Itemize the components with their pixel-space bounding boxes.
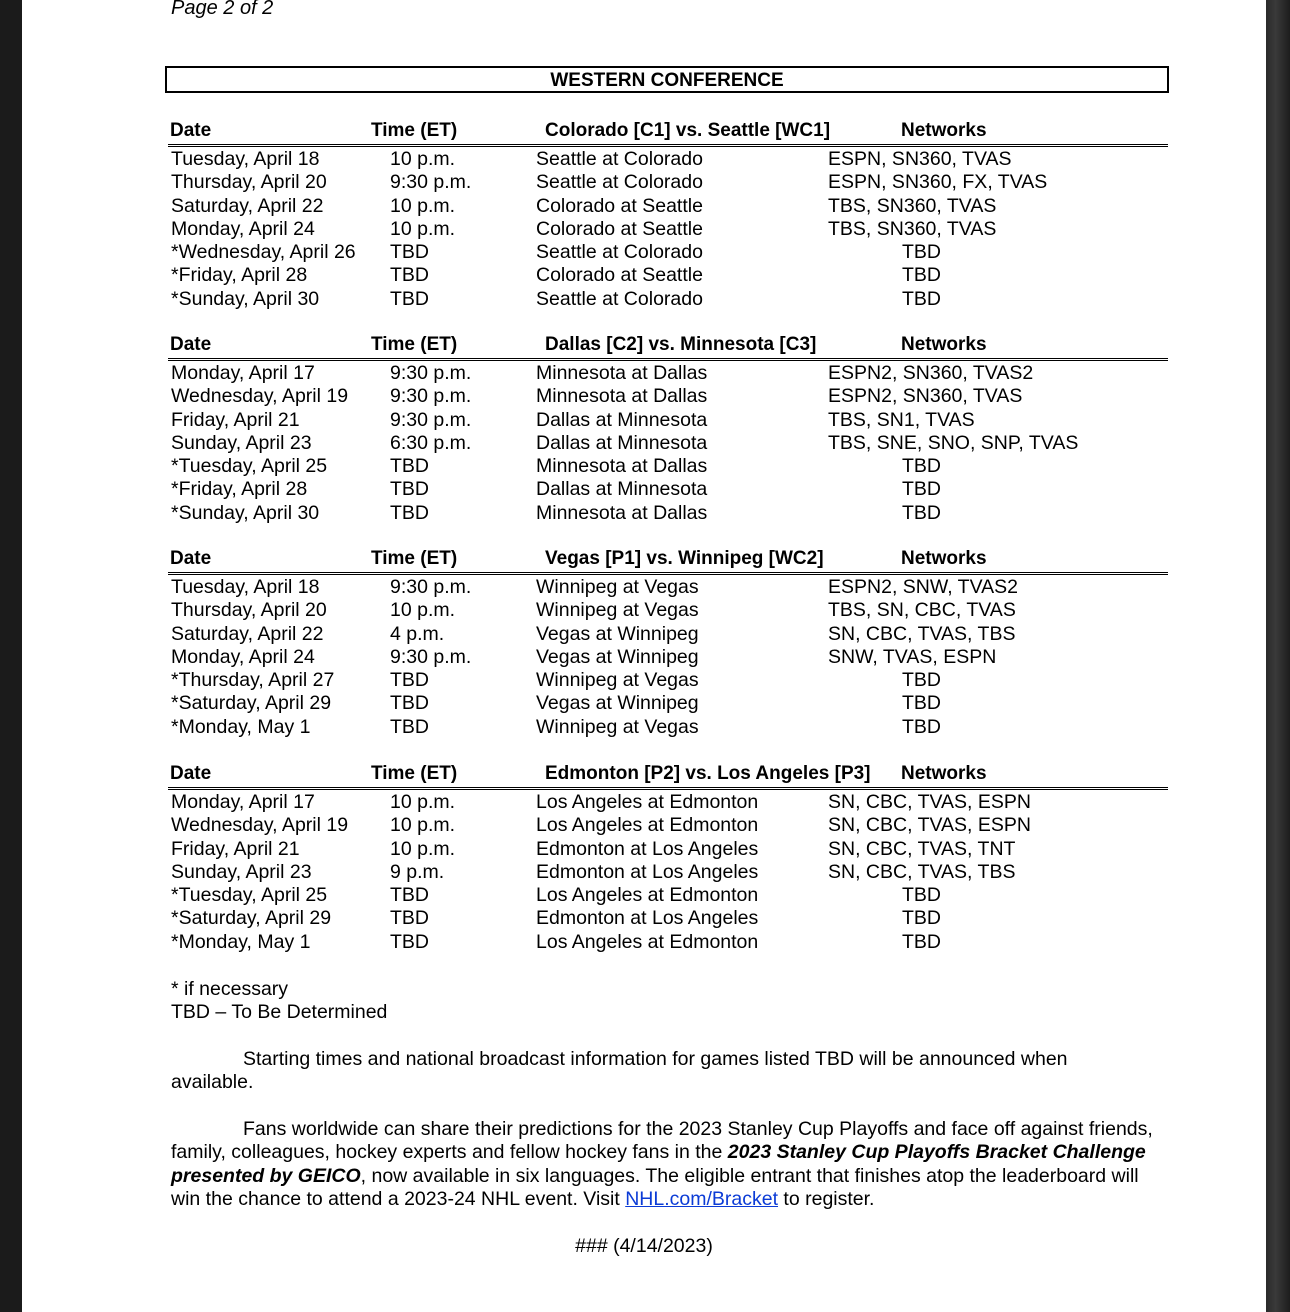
game-time: 9:30 p.m.: [390, 171, 472, 194]
game-date: Monday, April 17: [171, 362, 315, 384]
game-networks: TBD: [902, 287, 941, 310]
document-page: [22, 0, 1266, 1312]
game-networks: TBD: [902, 478, 941, 501]
col-header-date: Date: [170, 120, 212, 141]
series-matchup: Edmonton [P2] vs. Los Angeles [P3]: [545, 763, 871, 784]
game-date: Tuesday, April 18: [171, 148, 320, 170]
game-time: TBD: [390, 501, 429, 524]
game-networks: TBD: [902, 501, 941, 524]
game-networks: TBS, SN1, TVAS: [828, 408, 975, 431]
game-matchup: Winnipeg at Vegas: [536, 669, 699, 692]
game-networks: TBD: [902, 455, 941, 478]
game-networks: TBS, SN, CBC, TVAS: [828, 599, 1016, 622]
game-networks: TBS, SN360, TVAS: [828, 217, 997, 240]
game-date: *Tuesday, April 25: [171, 884, 328, 907]
legend-if-necessary: * if necessary: [171, 978, 289, 1000]
game-time: TBD: [390, 669, 429, 692]
col-header-time: Time (ET): [371, 763, 458, 784]
col-header-time: Time (ET): [371, 548, 458, 569]
game-networks: TBD: [902, 692, 941, 715]
game-row: [168, 623, 1168, 646]
game-row: [168, 432, 1168, 455]
game-row: [168, 148, 1168, 171]
game-date: Monday, April 17: [171, 791, 315, 813]
game-date: Saturday, April 22: [171, 194, 324, 217]
game-matchup: Winnipeg at Vegas: [536, 576, 699, 598]
game-matchup: Seattle at Colorado: [536, 171, 703, 194]
legend: [171, 978, 387, 1025]
games-list: [168, 362, 1168, 525]
game-date: *Sunday, April 30: [171, 501, 320, 524]
game-networks: ESPN2, SNW, TVAS2: [828, 576, 1019, 598]
game-time: 10 p.m.: [390, 217, 456, 240]
game-matchup: Minnesota at Dallas: [536, 362, 708, 384]
game-matchup: Vegas at Winnipeg: [536, 622, 699, 645]
game-matchup: Los Angeles at Edmonton: [536, 884, 759, 907]
game-matchup: Edmonton at Los Angeles: [536, 837, 759, 860]
game-matchup: Vegas at Winnipeg: [536, 692, 699, 715]
game-networks: TBD: [902, 907, 941, 930]
game-row: [168, 884, 1168, 907]
game-date: Thursday, April 20: [171, 599, 327, 622]
game-row: [168, 409, 1168, 432]
game-networks: TBS, SNE, SNO, SNP, TVAS: [828, 431, 1079, 454]
scrollbar[interactable]: [1266, 0, 1290, 1312]
game-networks: SN, CBC, TVAS, ESPN: [828, 791, 1031, 813]
game-date: Wednesday, April 19: [171, 385, 349, 408]
game-date: Tuesday, April 18: [171, 576, 320, 598]
game-time: 10 p.m.: [390, 599, 456, 622]
game-row: [168, 478, 1168, 501]
game-date: *Friday, April 28: [171, 478, 308, 501]
col-header-date: Date: [170, 548, 212, 569]
game-time: 9:30 p.m.: [390, 385, 472, 408]
game-row: [168, 362, 1168, 385]
game-time: 9:30 p.m.: [390, 576, 472, 598]
series-matchup: Vegas [P1] vs. Winnipeg [WC2]: [545, 548, 824, 569]
game-networks: ESPN2, SN360, TVAS: [828, 385, 1023, 408]
game-row: [168, 861, 1168, 884]
game-time: 6:30 p.m.: [390, 431, 472, 454]
game-date: Sunday, April 23: [171, 431, 312, 454]
games-list: [168, 148, 1168, 311]
game-networks: SN, CBC, TVAS, TBS: [828, 860, 1016, 883]
game-matchup: Los Angeles at Edmonton: [536, 814, 759, 837]
game-matchup: Los Angeles at Edmonton: [536, 930, 759, 953]
game-row: [168, 241, 1168, 264]
game-time: 4 p.m.: [390, 622, 445, 645]
game-networks: SN, CBC, TVAS, ESPN: [828, 814, 1031, 837]
game-row: [168, 264, 1168, 287]
game-row: [168, 218, 1168, 241]
game-matchup: Seattle at Colorado: [536, 148, 703, 170]
bracket-link[interactable]: NHL.com/Bracket: [625, 1187, 779, 1210]
game-time: TBD: [390, 455, 429, 478]
series-header: [168, 334, 1168, 361]
game-time: TBD: [390, 884, 429, 907]
game-time: TBD: [390, 930, 429, 953]
game-matchup: Dallas at Minnesota: [536, 478, 708, 501]
game-time: 9:30 p.m.: [390, 645, 472, 668]
game-matchup: Minnesota at Dallas: [536, 455, 708, 478]
game-time: 10 p.m.: [390, 814, 456, 837]
game-networks: SN, CBC, TVAS, TNT: [828, 837, 1016, 860]
game-networks: SN, CBC, TVAS, TBS: [828, 622, 1016, 645]
game-date: Wednesday, April 19: [171, 814, 349, 837]
bracket-challenge-name: 2023 Stanley Cup Playoffs Bracket Challenge presented by GEICO: [171, 1141, 1146, 1187]
bracket-paragraph: [171, 1118, 1171, 1211]
game-matchup: Vegas at Winnipeg: [536, 645, 699, 668]
game-row: [168, 599, 1168, 622]
game-date: *Tuesday, April 25: [171, 455, 328, 478]
game-matchup: Colorado at Seattle: [536, 194, 703, 217]
bracket-text-3: to register.: [778, 1187, 875, 1210]
game-networks: ESPN, SN360, FX, TVAS: [828, 171, 1048, 194]
game-networks: TBD: [902, 930, 941, 953]
game-networks: TBD: [902, 241, 941, 264]
game-date: *Saturday, April 29: [171, 692, 332, 715]
col-header-networks: Networks: [901, 763, 987, 784]
bracket-text-2: , now available in six languages. The eligible entrant that finishes atop the leaderboard will win the chance to attend a 2023-24 NHL event. Visit: [171, 1164, 1139, 1210]
game-time: 9:30 p.m.: [390, 362, 472, 384]
col-header-networks: Networks: [901, 120, 987, 141]
game-time: TBD: [390, 478, 429, 501]
bracket-text-1: Fans worldwide can share their predictions for the 2023 Stanley Cup Playoffs and face off against friends, family, colleagues, hockey experts and fellow hockey fans in the: [171, 1118, 1153, 1164]
game-date: *Sunday, April 30: [171, 287, 320, 310]
game-time: TBD: [390, 715, 429, 738]
col-header-time: Time (ET): [371, 120, 458, 141]
game-matchup: Seattle at Colorado: [536, 287, 703, 310]
game-time: 10 p.m.: [390, 194, 456, 217]
game-matchup: Dallas at Minnesota: [536, 408, 708, 431]
broadcast-note: [171, 1048, 1131, 1095]
game-row: [168, 455, 1168, 478]
game-time: 9 p.m.: [390, 860, 445, 883]
game-networks: TBD: [902, 715, 941, 738]
series-matchup: Dallas [C2] vs. Minnesota [C3]: [545, 334, 817, 355]
game-row: [168, 931, 1168, 954]
game-time: TBD: [390, 692, 429, 715]
game-networks: ESPN, SN360, TVAS: [828, 148, 1012, 170]
page-number: Page 2 of 2: [171, 0, 274, 19]
games-list: [168, 576, 1168, 739]
game-matchup: Colorado at Seattle: [536, 217, 703, 240]
game-date: *Friday, April 28: [171, 264, 308, 287]
col-header-time: Time (ET): [371, 334, 458, 355]
broadcast-note-text: Starting times and national broadcast information for games listed TBD will be announced when available.: [171, 1048, 1068, 1094]
game-date: Friday, April 21: [171, 837, 300, 860]
game-matchup: Winnipeg at Vegas: [536, 715, 699, 738]
series-header: [168, 120, 1168, 147]
game-date: *Wednesday, April 26: [171, 241, 356, 264]
conference-title: WESTERN CONFERENCE: [165, 66, 1169, 93]
game-time: TBD: [390, 264, 429, 287]
game-matchup: Minnesota at Dallas: [536, 501, 708, 524]
game-row: [168, 502, 1168, 525]
series-matchup: Colorado [C1] vs. Seattle [WC1]: [545, 120, 831, 141]
game-time: TBD: [390, 287, 429, 310]
game-time: 10 p.m.: [390, 148, 456, 170]
game-date: *Saturday, April 29: [171, 907, 332, 930]
game-row: [168, 171, 1168, 194]
game-networks: TBS, SN360, TVAS: [828, 194, 997, 217]
game-time: TBD: [390, 241, 429, 264]
game-time: 10 p.m.: [390, 791, 456, 813]
game-networks: TBD: [902, 884, 941, 907]
game-matchup: Winnipeg at Vegas: [536, 599, 699, 622]
game-networks: ESPN2, SN360, TVAS2: [828, 362, 1034, 384]
series-header: [168, 763, 1168, 790]
game-matchup: Seattle at Colorado: [536, 241, 703, 264]
game-date: Sunday, April 23: [171, 860, 312, 883]
game-date: *Monday, May 1: [171, 715, 311, 738]
game-row: [168, 669, 1168, 692]
game-date: *Thursday, April 27: [171, 669, 335, 692]
game-time: 10 p.m.: [390, 837, 456, 860]
game-row: [168, 907, 1168, 930]
game-row: [168, 716, 1168, 739]
game-row: [168, 791, 1168, 814]
game-row: [168, 814, 1168, 837]
game-matchup: Los Angeles at Edmonton: [536, 791, 759, 813]
game-time: 9:30 p.m.: [390, 408, 472, 431]
series-header: [168, 548, 1168, 575]
game-matchup: Edmonton at Los Angeles: [536, 907, 759, 930]
game-date: Monday, April 24: [171, 217, 315, 240]
release-footer: ### (4/14/2023): [575, 1235, 713, 1257]
game-date: Saturday, April 22: [171, 622, 324, 645]
game-row: [168, 385, 1168, 408]
game-row: [168, 576, 1168, 599]
game-networks: TBD: [902, 669, 941, 692]
game-row: [168, 838, 1168, 861]
col-header-date: Date: [170, 763, 212, 784]
col-header-networks: Networks: [901, 548, 987, 569]
game-date: Friday, April 21: [171, 408, 300, 431]
game-row: [168, 692, 1168, 715]
game-matchup: Edmonton at Los Angeles: [536, 860, 759, 883]
game-row: [168, 195, 1168, 218]
col-header-networks: Networks: [901, 334, 987, 355]
game-date: Thursday, April 20: [171, 171, 327, 194]
game-matchup: Dallas at Minnesota: [536, 431, 708, 454]
col-header-date: Date: [170, 334, 212, 355]
game-matchup: Colorado at Seattle: [536, 264, 703, 287]
game-row: [168, 288, 1168, 311]
game-networks: SNW, TVAS, ESPN: [828, 645, 997, 668]
game-networks: TBD: [902, 264, 941, 287]
game-time: TBD: [390, 907, 429, 930]
game-date: *Monday, May 1: [171, 930, 311, 953]
game-row: [168, 646, 1168, 669]
game-date: Monday, April 24: [171, 645, 315, 668]
games-list: [168, 791, 1168, 954]
legend-tbd: TBD – To Be Determined: [171, 1001, 388, 1024]
game-matchup: Minnesota at Dallas: [536, 385, 708, 408]
